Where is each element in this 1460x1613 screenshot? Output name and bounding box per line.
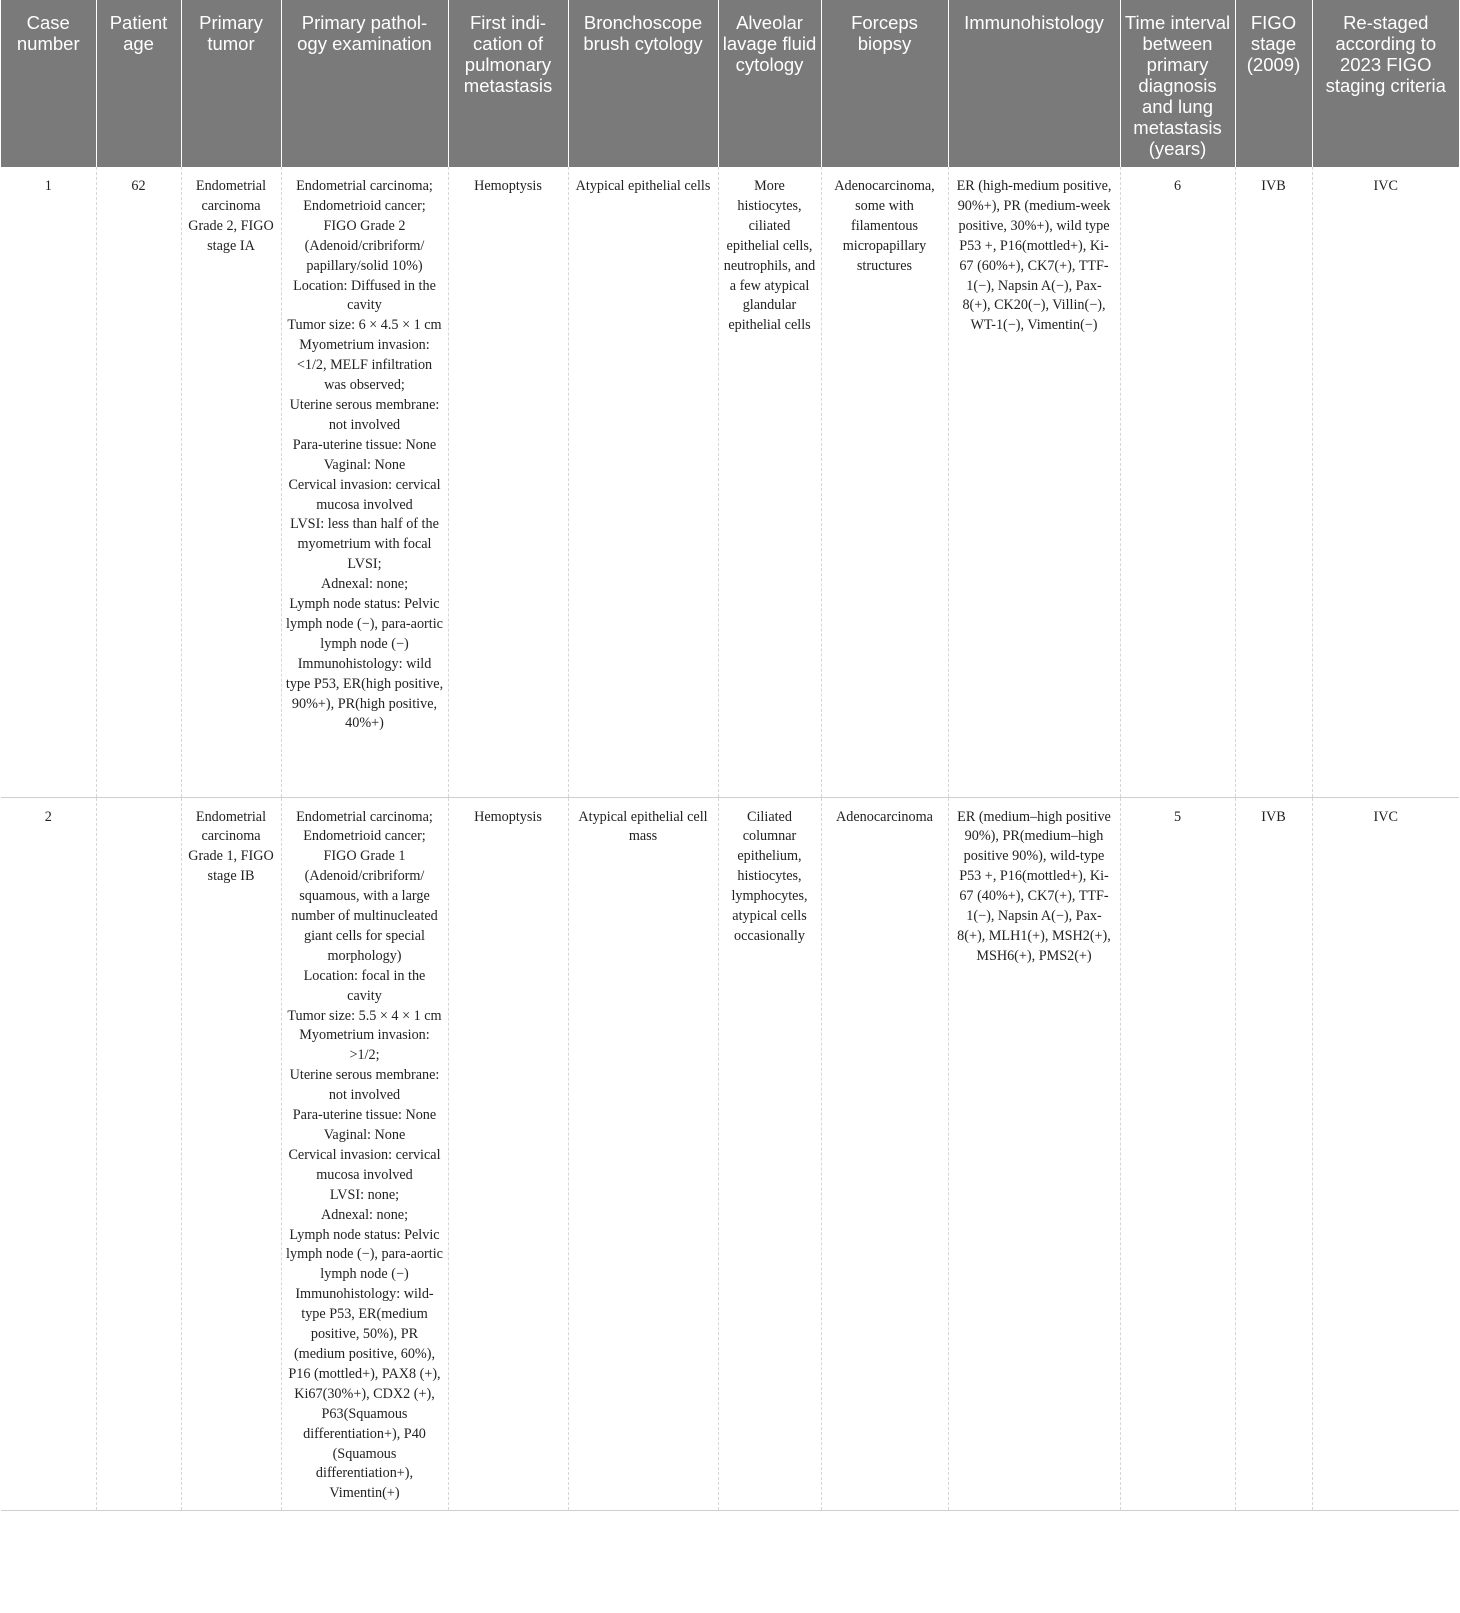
patient-age-cell: [96, 797, 181, 1511]
time-interval-cell: 5: [1120, 797, 1235, 1511]
clinical-cases-table: [1, 0, 1459, 1511]
primary-pathology-cell: [281, 797, 448, 1511]
first-indication-cell: Hemoptysis: [448, 797, 568, 1511]
time-interval-cell: 6: [1120, 167, 1235, 797]
header-primary-pathology: Primary pathol- ogy examination: [281, 0, 448, 167]
pathology-line: LVSI: less than half of the myometrium with focal LVSI;: [290, 516, 439, 573]
pathology-line: Para-uterine tissue: None: [292, 436, 437, 453]
first-indication-cell: Hemoptysis: [448, 167, 568, 797]
pathology-line: Adnexal: none;: [320, 576, 409, 593]
lavage-cytology-cell: More histiocytes, ciliated epithelial cells, neutrophils, and a few atypical glandular epithelial cells: [718, 167, 821, 797]
header-brush-cytology: Bronchoscope brush cytology: [568, 0, 718, 167]
figo-2023-cell: IVC: [1312, 167, 1459, 797]
pathology-line: Location: focal in the cavity: [303, 967, 426, 1004]
figo-2009-cell: IVB: [1235, 797, 1312, 1511]
primary-tumor-cell: Endometrial carcinoma Grade 1, FIGO stage IB: [181, 797, 281, 1511]
pathology-line: LVSI: none;: [329, 1186, 400, 1203]
pathology-line: Endometrial carcinoma; Endometrioid cancer; FIGO Grade 2 (Adenoid/cribriform/ papillary/solid 10%): [296, 178, 433, 274]
header-forceps-biopsy: Forceps biopsy: [821, 0, 948, 167]
pathology-line: Tumor size: 6 × 4.5 × 1 cm: [287, 317, 442, 334]
pathology-line: Para-uterine tissue: None: [292, 1107, 437, 1124]
header-figo-2009: FIGO stage (2009): [1235, 0, 1312, 167]
header-patient-age: Patient age: [96, 0, 181, 167]
pathology-line: Uterine serous membrane: not involved: [289, 1067, 440, 1104]
figo-2023-cell: IVC: [1312, 797, 1459, 1511]
figo-2009-cell: IVB: [1235, 167, 1312, 797]
header-primary-tumor: Primary tumor: [181, 0, 281, 167]
pathology-line: Cervical invasion: cervical mucosa involved: [288, 1146, 441, 1183]
pathology-line: Cervical invasion: cervical mucosa involved: [288, 476, 441, 513]
lavage-cytology-cell: Ciliated columnar epithelium, histiocytes, lymphocytes, atypical cells occasionally: [718, 797, 821, 1511]
pathology-line: Vaginal: None: [323, 456, 406, 473]
pathology-line: Immunohistology: wild-type P53, ER(medium positive, 50%), PR (medium positive, 60%), P16 (mottled+), PAX8 (+), Ki67(30%+), CDX2 (+), P63(Squamous differentiation+), P40 (Squamous differentiation+), Vimentin(+): [288, 1286, 441, 1502]
patient-age-cell: 62: [96, 167, 181, 797]
forceps-biopsy-cell: Adenocarcinoma, some with filamentous micropapillary structures: [821, 167, 948, 797]
table-row: [1, 797, 1459, 1511]
table-row: [1, 167, 1459, 797]
header-first-indication: First indi- cation of pulmonary metastasis: [448, 0, 568, 167]
case-number-cell: 1: [1, 167, 96, 797]
pathology-line: Myometrium invasion: <1/2, MELF infiltration was observed;: [296, 337, 433, 394]
header-time-interval: Time interval between primary diagnosis and lung metastasis (years): [1120, 0, 1235, 167]
pathology-line: Uterine serous membrane: not involved: [289, 396, 440, 433]
pathology-line: Lymph node status: Pelvic lymph node (−), para-aortic lymph node (−): [286, 596, 443, 652]
pathology-line: Tumor size: 5.5 × 4 × 1 cm: [287, 1007, 442, 1024]
case-number-cell: 2: [1, 797, 96, 1511]
pathology-line: Endometrial carcinoma; Endometrioid cancer; FIGO Grade 1 (Adenoid/cribriform/ squamous, with a large number of multinucleated giant cells for special morphology): [291, 808, 438, 964]
immunohistology-cell: ER (medium–high positive 90%), PR(medium–high positive 90%), wild-type P53 +, P16(mottled+), Ki-67 (40%+), CK7(+), TTF-1(−), Napsin A(−), Pax-8(+), MLH1(+), MSH2(+), MSH6(+), PMS2(+): [948, 797, 1120, 1511]
brush-cytology-cell: Atypical epithelial cells: [568, 167, 718, 797]
table-header-row: [1, 0, 1459, 167]
immunohistology-cell: ER (high-medium positive, 90%+), PR (medium-week positive, 30%+), wild type P53 +, P16(mottled+), Ki-67 (60%+), CK7(+), TTF-1(−), Napsin A(−), Pax-8(+), CK20(−), Villin(−), WT-1(−), Vimentin(−): [948, 167, 1120, 797]
header-case-number: Case number: [1, 0, 96, 167]
primary-tumor-cell: Endometrial carcinoma Grade 2, FIGO stage IA: [181, 167, 281, 797]
pathology-line: Myometrium invasion: >1/2;: [299, 1027, 430, 1064]
pathology-line: Immunohistology: wild type P53, ER(high positive, 90%+), PR(high positive, 40%+): [285, 655, 444, 732]
brush-cytology-cell: Atypical epithelial cell mass: [568, 797, 718, 1511]
forceps-biopsy-cell: Adenocarcinoma: [821, 797, 948, 1511]
header-figo-2023: Re-staged according to 2023 FIGO staging criteria: [1312, 0, 1459, 167]
pathology-line: Vaginal: None: [323, 1127, 406, 1143]
pathology-line: Location: Diffused in the cavity: [293, 277, 436, 314]
header-lavage-cytology: Alveolar lavage fluid cytology: [718, 0, 821, 167]
pathology-line: Adnexal: none;: [320, 1206, 409, 1223]
header-immunohistology: Immunohistology: [948, 0, 1120, 167]
primary-pathology-cell: [281, 167, 448, 797]
pathology-line: Lymph node status: Pelvic lymph node (−), para-aortic lymph node (−): [286, 1226, 443, 1283]
